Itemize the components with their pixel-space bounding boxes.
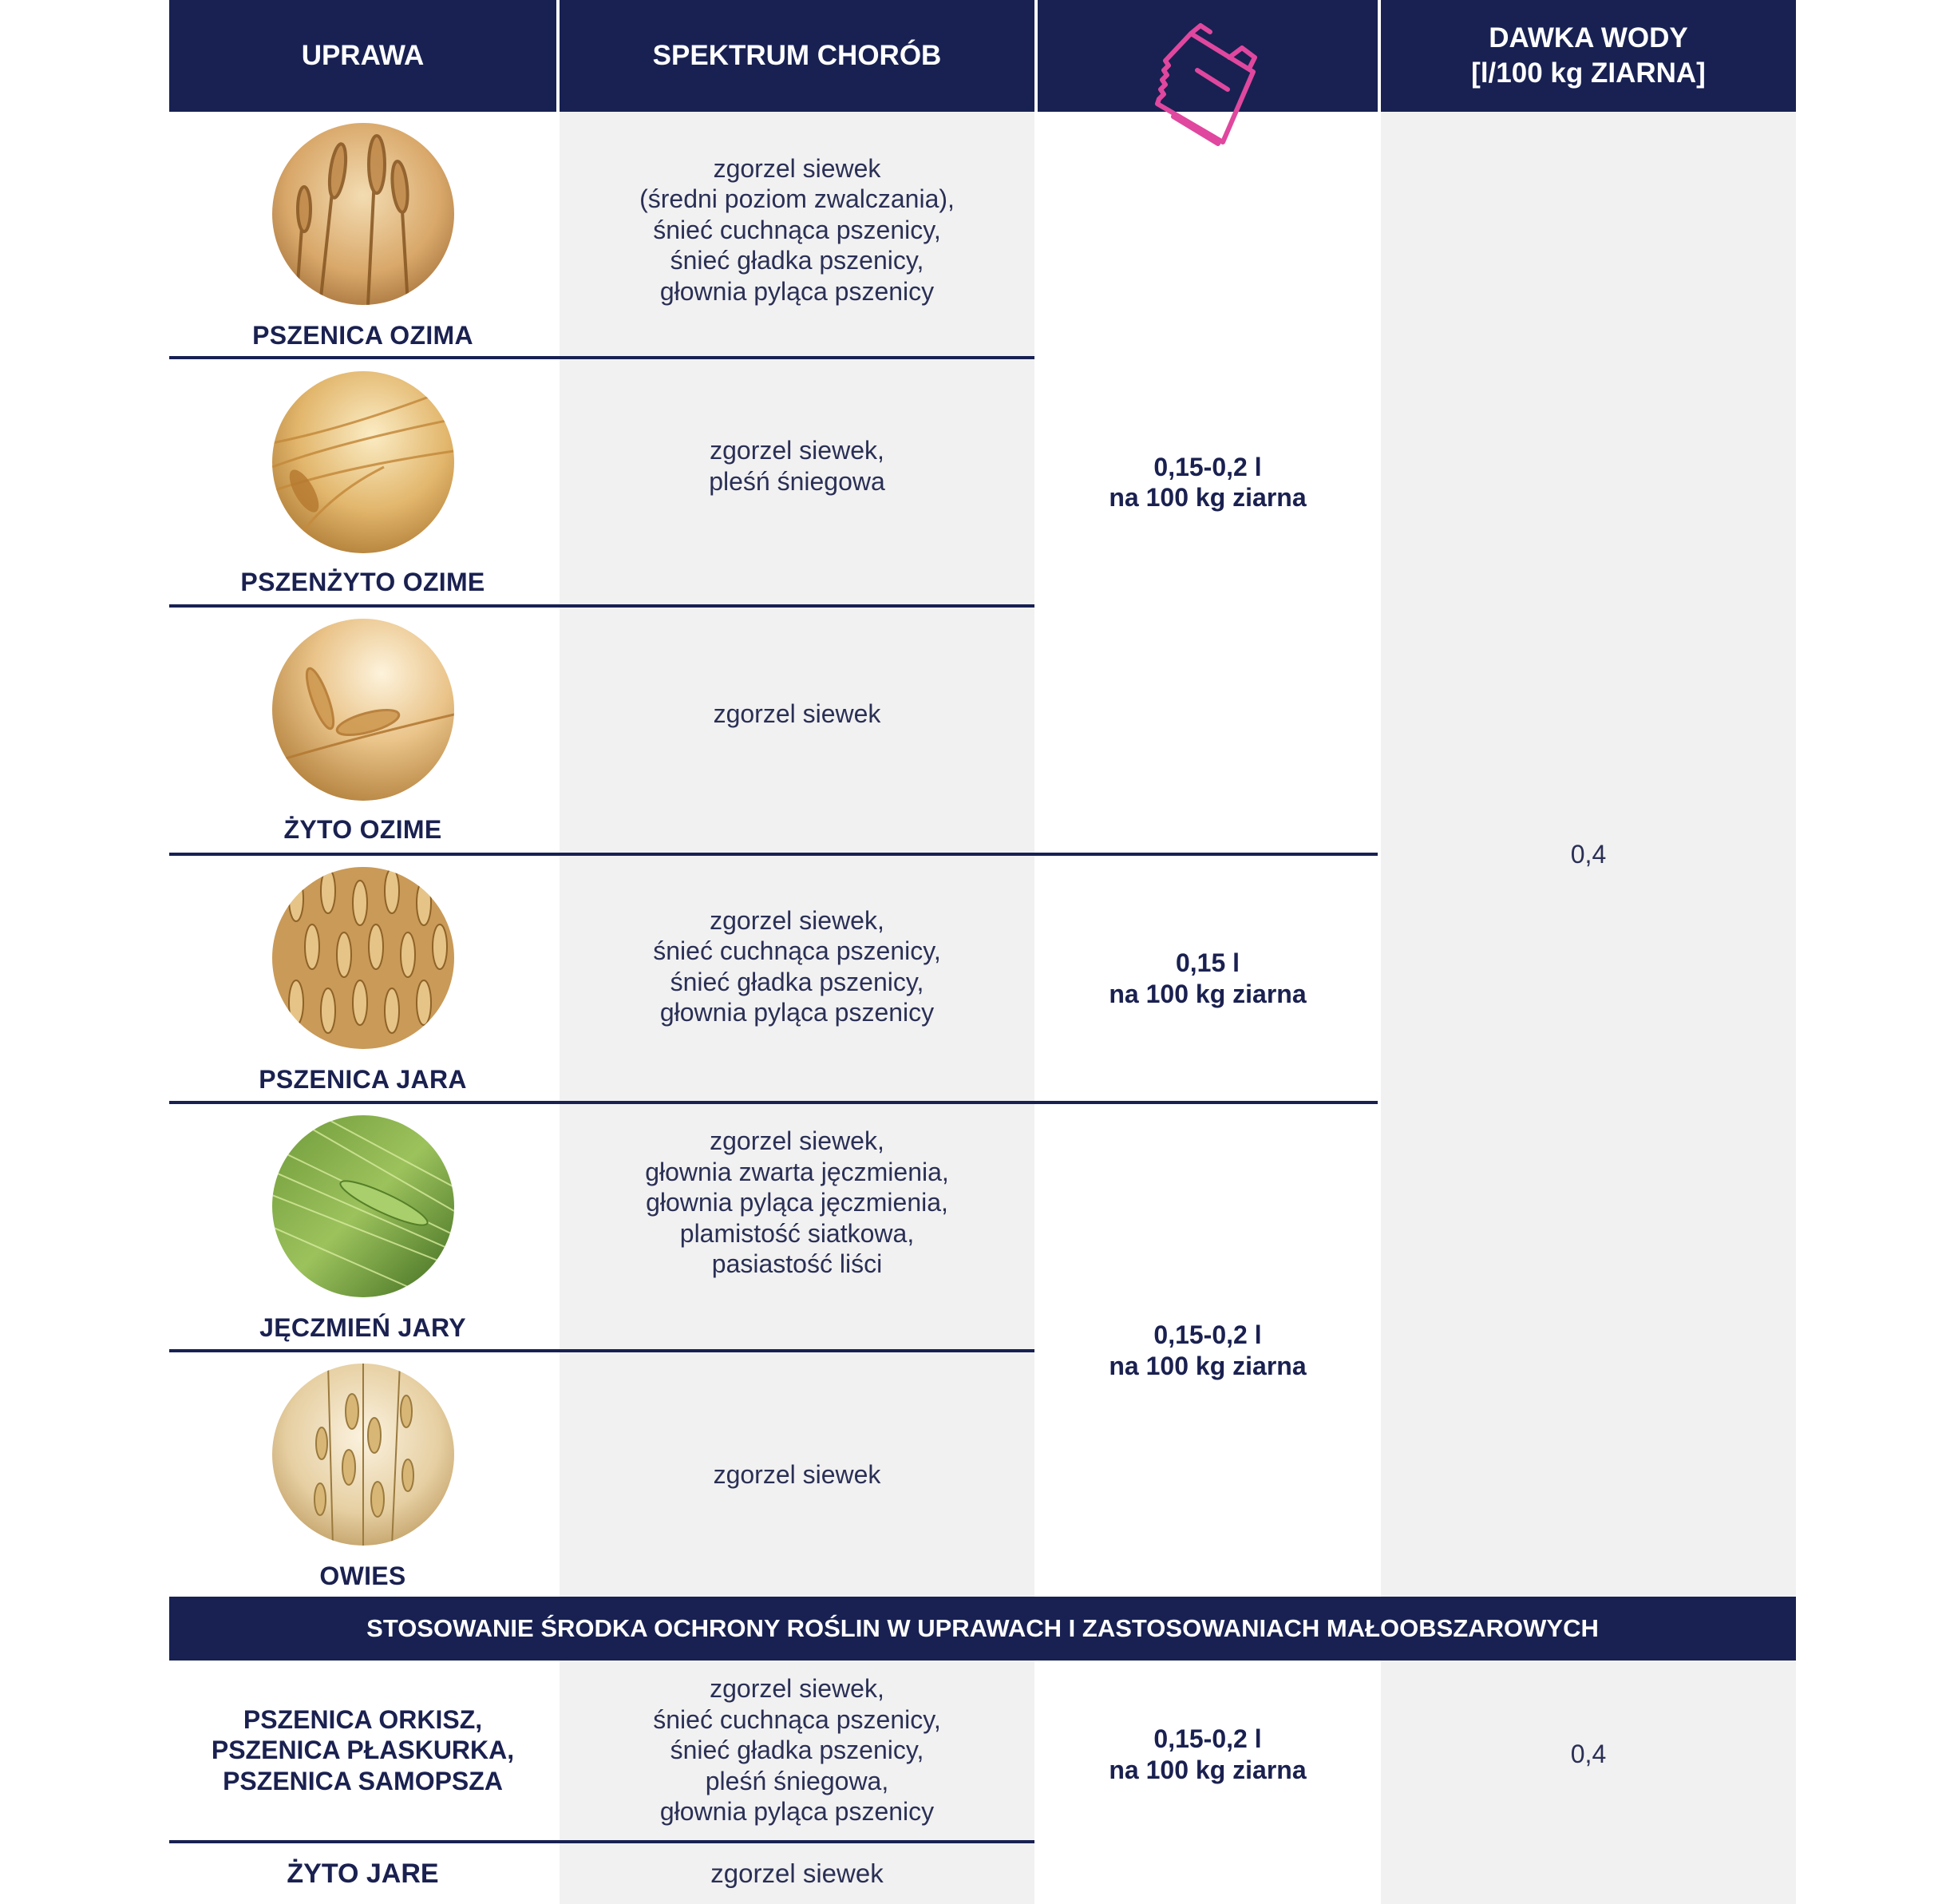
water-dose-value: 0,4 — [1570, 839, 1607, 869]
minor-section-title: STOSOWANIE ŚRODKA OCHRONY ROŚLIN W UPRAWACH I ZASTOSOWANIACH MAŁOOBSZAROWYCH — [169, 1597, 1796, 1661]
header-divider — [1034, 0, 1038, 112]
disease-list: zgorzel siewek — [713, 699, 881, 729]
triticale-image — [272, 371, 454, 553]
header-spectrum: SPEKTRUM CHORÓB — [652, 40, 942, 71]
dose-value: 0,15 l na 100 kg ziarna — [1109, 948, 1307, 1008]
crop-cell — [169, 1104, 556, 1349]
crop-cell — [169, 359, 556, 604]
crop-name: PSZENICA JARA — [259, 1065, 467, 1094]
disease-list: zgorzel siewek, głownia zwarta jęczmienia, głownia pyląca jęczmienia, plamistość siatkowa, pasiastość liści — [645, 1126, 949, 1279]
header-water: DAWKA WODY [l/100 kg ZIARNA] — [1471, 22, 1706, 89]
crop-cell — [169, 112, 556, 356]
dose-value: 0,15-0,2 l na 100 kg ziarna — [1109, 1320, 1307, 1380]
minor-water-dose-value: 0,4 — [1570, 1740, 1607, 1769]
crop-name: OWIES — [319, 1562, 406, 1590]
crop-name: PSZENŻYTO OZIME — [240, 568, 485, 596]
rye-image — [272, 619, 454, 801]
dose-value: 0,15-0,2 l na 100 kg ziarna — [1109, 452, 1307, 512]
crop-cell — [169, 856, 556, 1101]
spring-wheat-image — [272, 867, 454, 1049]
crop-name: ŻYTO OZIME — [283, 815, 442, 844]
disease-list: zgorzel siewek — [713, 1459, 881, 1489]
minor-crop-name: ŻYTO JARE — [287, 1858, 439, 1889]
crop-name: JĘCZMIEŃ JARY — [259, 1313, 466, 1342]
header-crop: UPRAWA — [301, 40, 425, 71]
minor-disease-list: zgorzel siewek, śnieć cuchnąca pszenicy, śnieć gładka pszenicy, pleśń śniegowa, głownia pyląca pszenicy — [653, 1674, 941, 1827]
minor-dose-value: 0,15-0,2 l na 100 kg ziarna — [1109, 1724, 1307, 1784]
minor-disease-list: zgorzel siewek — [710, 1858, 884, 1888]
disease-list: zgorzel siewek (średni poziom zwalczania), śnieć cuchnąca pszenicy, śnieć gładka pszenicy, głownia pyląca pszenicy — [639, 153, 955, 306]
barley-image — [272, 1115, 454, 1297]
wheat-ear-image — [272, 123, 454, 305]
crop-cell — [169, 1352, 556, 1597]
disease-list: zgorzel siewek, śnieć cuchnąca pszenicy, śnieć gładka pszenicy, głownia pyląca pszenicy — [653, 905, 941, 1027]
crop-cell — [169, 608, 556, 853]
oat-image — [272, 1364, 454, 1546]
disease-list: zgorzel siewek, pleśń śniegowa — [709, 436, 885, 496]
crop-name: PSZENICA OZIMA — [252, 321, 473, 350]
minor-crop-name: PSZENICA ORKISZ, PSZENICA PŁASKURKA, PSZENICA SAMOPSZA — [211, 1704, 515, 1795]
